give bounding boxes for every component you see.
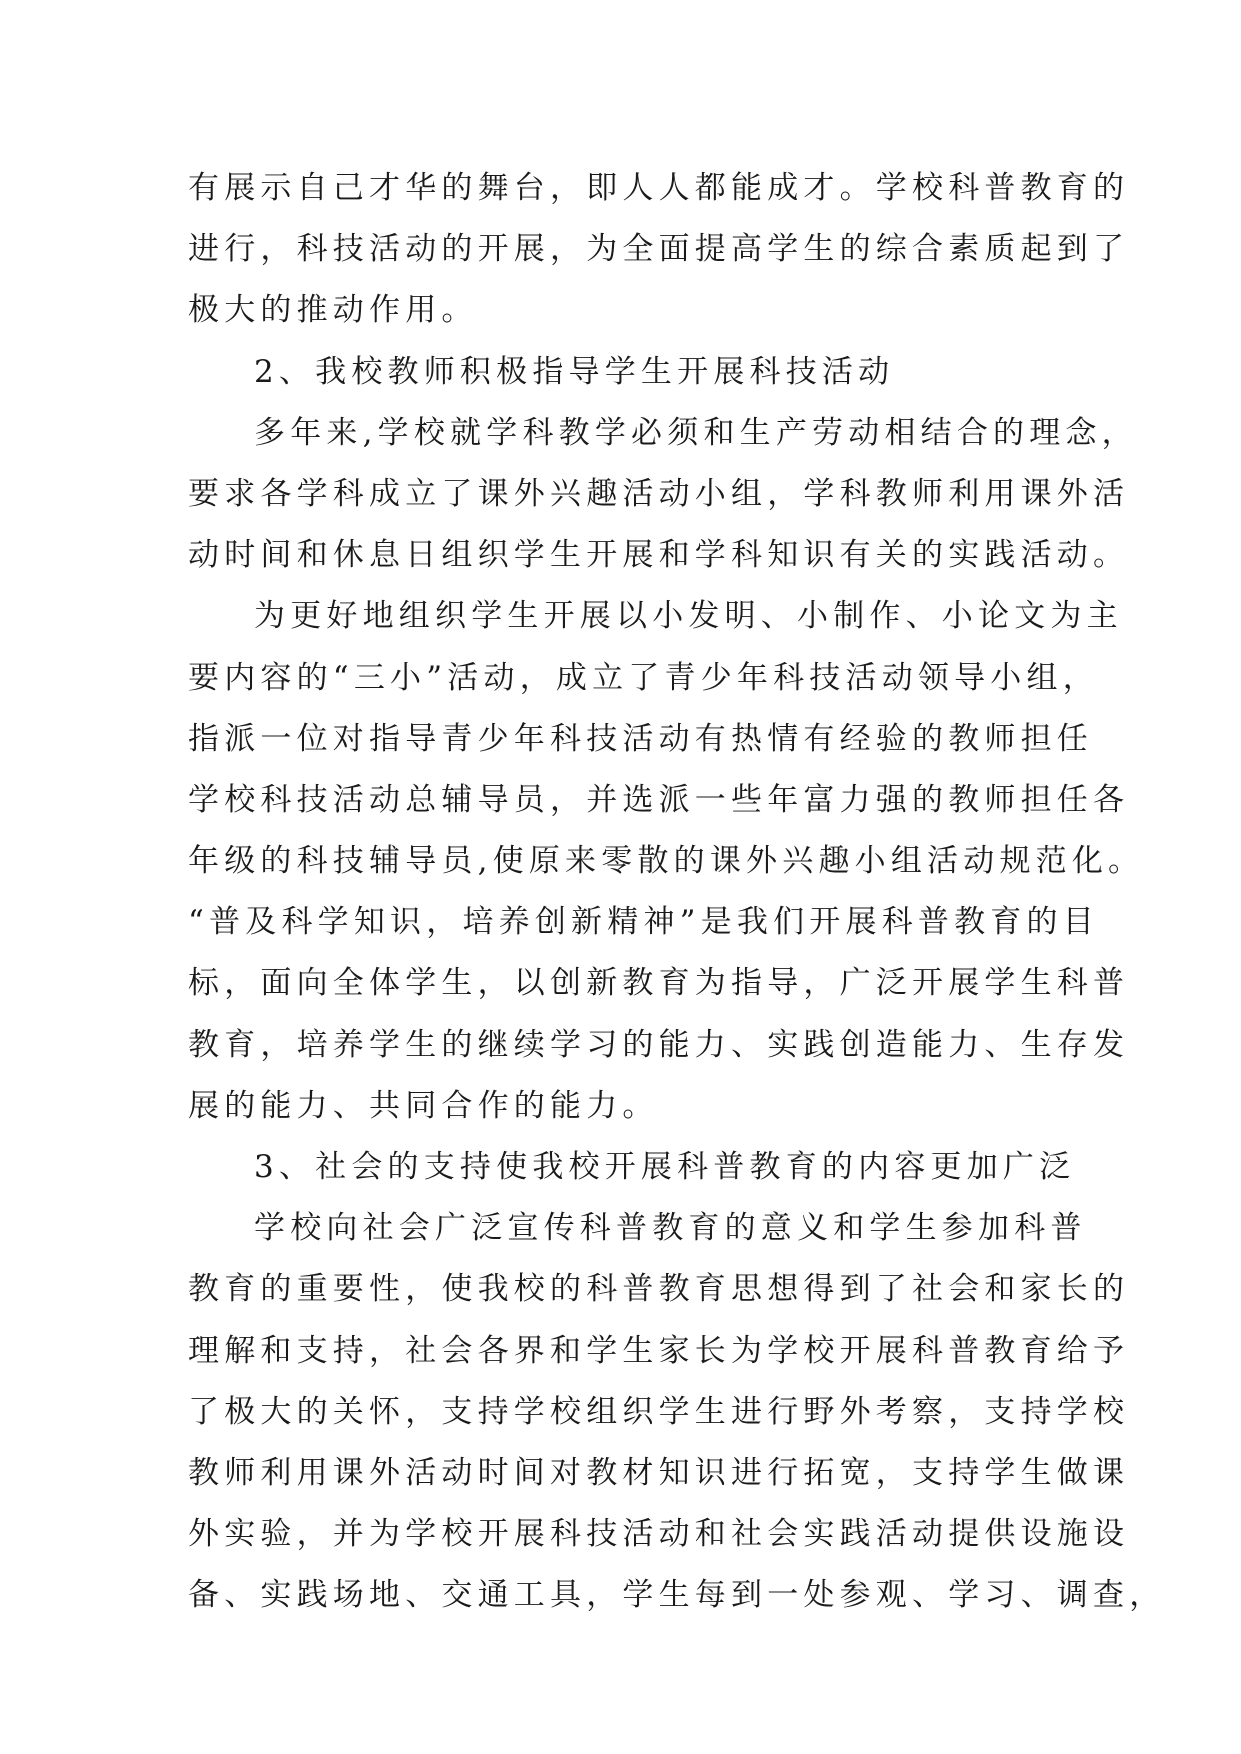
text-line: 多年来,学校就学科教学必须和生产劳动相结合的理念， [254,414,1138,451]
text-line: 理解和支持，社会各界和学生家长为学校开展科普教育给予 [188,1332,1130,1369]
text-line: 进行，科技活动的开展，为全面提高学生的综合素质起到了 [188,231,1130,268]
text-line: 展的能力、共同合作的能力。 [188,1087,659,1124]
text-line: 指派一位对指导青少年科技活动有热情有经验的教师担任 [188,720,1093,757]
text-line: 备、实践场地、交通工具，学生每到一处参观、学习、调查， [188,1577,1166,1614]
text-line: 外实验，并为学校开展科技活动和社会实践活动提供设施设 [188,1516,1130,1553]
text-line: 要内容的“三小”活动，成立了青少年科技活动领导小组， [188,659,1099,696]
text-line: 2、我校教师积极指导学生开展科技活动 [254,353,895,390]
text-line: 年级的科技辅导员,使原来零散的课外兴趣小组活动规范化。 [188,843,1145,880]
text-line: 教师利用课外活动时间对教材知识进行拓宽，支持学生做课 [188,1454,1130,1491]
text-line: 教育，培养学生的继续学习的能力、实践创造能力、生存发 [188,1026,1130,1063]
text-line: 要求各学科成立了课外兴趣活动小组，学科教师利用课外活 [188,475,1130,512]
text-line: 3、社会的支持使我校开展科普教育的内容更加广泛 [254,1149,1076,1185]
text-line: 学校向社会广泛宣传科普教育的意义和学生参加科普 [254,1210,1087,1247]
text-line: 有展示自己才华的舞台，即人人都能成才。学校科普教育的 [188,170,1130,206]
text-line: 标，面向全体学生，以创新教育为指导，广泛开展学生科普 [188,965,1130,1002]
text-line: 教育的重要性，使我校的科普教育思想得到了社会和家长的 [188,1271,1130,1308]
text-line: 为更好地组织学生开展以小发明、小制作、小论文为主 [254,598,1123,635]
body-text [188,158,1166,1627]
text-line: “普及科学知识，培养创新精神”是我们开展科普教育的目 [188,904,1099,941]
text-line: 了极大的关怀，支持学校组织学生进行野外考察，支持学校 [188,1393,1130,1430]
text-line: 动时间和休息日组织学生开展和学科知识有关的实践活动。 [188,537,1130,574]
text-line: 极大的推动作用。 [188,292,478,329]
text-line: 学校科技活动总辅导员，并选派一些年富力强的教师担任各 [188,781,1130,818]
